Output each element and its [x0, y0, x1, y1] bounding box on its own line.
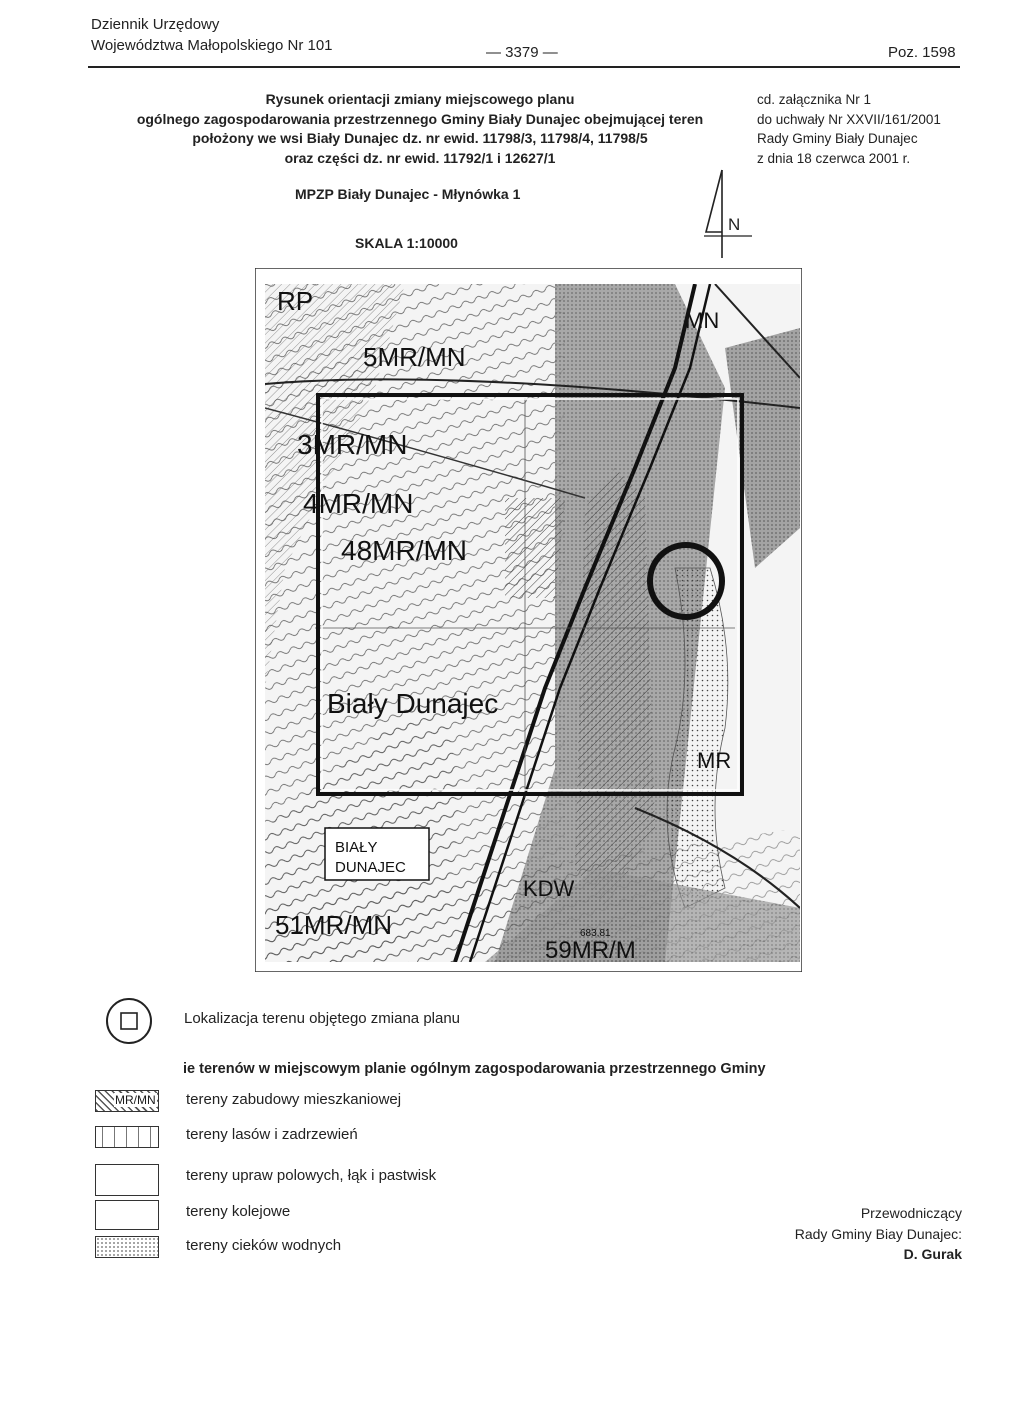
label-kdw: KDW — [523, 876, 575, 901]
journal-title: Dziennik Urzędowy — [91, 16, 220, 33]
signature-body: Rady Gminy Biay Dunajec: — [794, 1226, 962, 1242]
label-4mr: 4MR/MN — [303, 488, 414, 519]
north-label: N — [728, 215, 741, 234]
document-title — [120, 90, 720, 168]
legend-item-water: tereny cieków wodnych — [186, 1237, 342, 1254]
annex-line-1: cd. załącznika Nr 1 — [757, 92, 872, 107]
annex-reference — [757, 90, 1007, 168]
position-number: Poz. 1598 — [888, 44, 956, 61]
legend-swatch-water — [95, 1236, 159, 1258]
annex-line-4: z dnia 18 czerwca 2001 r. — [757, 150, 911, 166]
label-mr-right: MR — [697, 748, 732, 773]
journal-subtitle: Województwa Małopolskiego Nr 101 — [91, 37, 333, 54]
title-line-3: położony we wsi Biały Dunajec dz. nr ewid. 11798/3, 11798/4, 11798/5 — [192, 130, 648, 146]
legend-swatch-forest — [95, 1126, 159, 1148]
title-line-4: oraz części dz. nr ewid. 11792/1 i 12627/1 — [284, 149, 556, 166]
north-arrow-icon — [700, 160, 760, 260]
legend-swatch-railway — [95, 1200, 159, 1230]
label-town-box-2: DUNAJEC — [335, 859, 406, 876]
legend-heading: ie terenów w miejscowym planie ogólnym zagospodarowania przestrzennego Gminy — [183, 1061, 766, 1077]
label-mn-top: MN — [685, 308, 720, 333]
map-scale: SKALA 1:10000 — [355, 235, 458, 251]
signature-name: D. Gurak — [903, 1246, 962, 1262]
plan-name: MPZP Biały Dunajec - Młynówka 1 — [295, 186, 521, 202]
page-number: — 3379 — — [486, 44, 558, 61]
legend-item-railway: tereny kolejowe — [186, 1203, 291, 1220]
label-5mr: 5MR/MN — [363, 342, 466, 372]
legend-item-forest: tereny lasów i zadrzewień — [186, 1126, 358, 1143]
legend-item-fields: tereny upraw polowych, łąk i pastwisk — [186, 1167, 437, 1184]
header-rule — [88, 66, 960, 68]
legend-location-label: Lokalizacja terenu objętego zmiana planu — [184, 1010, 461, 1027]
annex-line-3: Rady Gminy Biały Dunajec — [757, 131, 918, 146]
label-48mr: 48MR/MN — [341, 535, 468, 566]
label-59mr: 59MR/M — [545, 937, 636, 964]
label-town: Biały Dunajec — [327, 688, 499, 719]
title-line-2: ogólnego zagospodarowania przestrzennego Gminy Biały Dunajec obejmującej teren — [136, 110, 704, 127]
annex-line-2: do uchwały Nr XXVII/161/2001 — [757, 111, 941, 127]
orientation-map — [255, 268, 802, 972]
title-line-1: Rysunek orientacji zmiany miejscowego planu — [265, 91, 575, 107]
legend-swatch-fields — [95, 1164, 159, 1196]
legend-swatch-residential — [95, 1090, 159, 1112]
label-elevation: 683,81 — [580, 928, 611, 939]
label-3mr: 3MR/MN — [297, 429, 408, 460]
legend-swatch-residential-code: MR/MN — [115, 1093, 156, 1107]
label-town-box-1: BIAŁY — [335, 839, 378, 856]
location-marker-icon — [104, 996, 154, 1046]
legend-item-residential: tereny zabudowy mieszkaniowej — [186, 1091, 402, 1108]
label-51mr: 51MR/MN — [275, 910, 393, 940]
label-rp: RP — [277, 286, 314, 316]
signature-role: Przewodniczący — [860, 1205, 962, 1221]
